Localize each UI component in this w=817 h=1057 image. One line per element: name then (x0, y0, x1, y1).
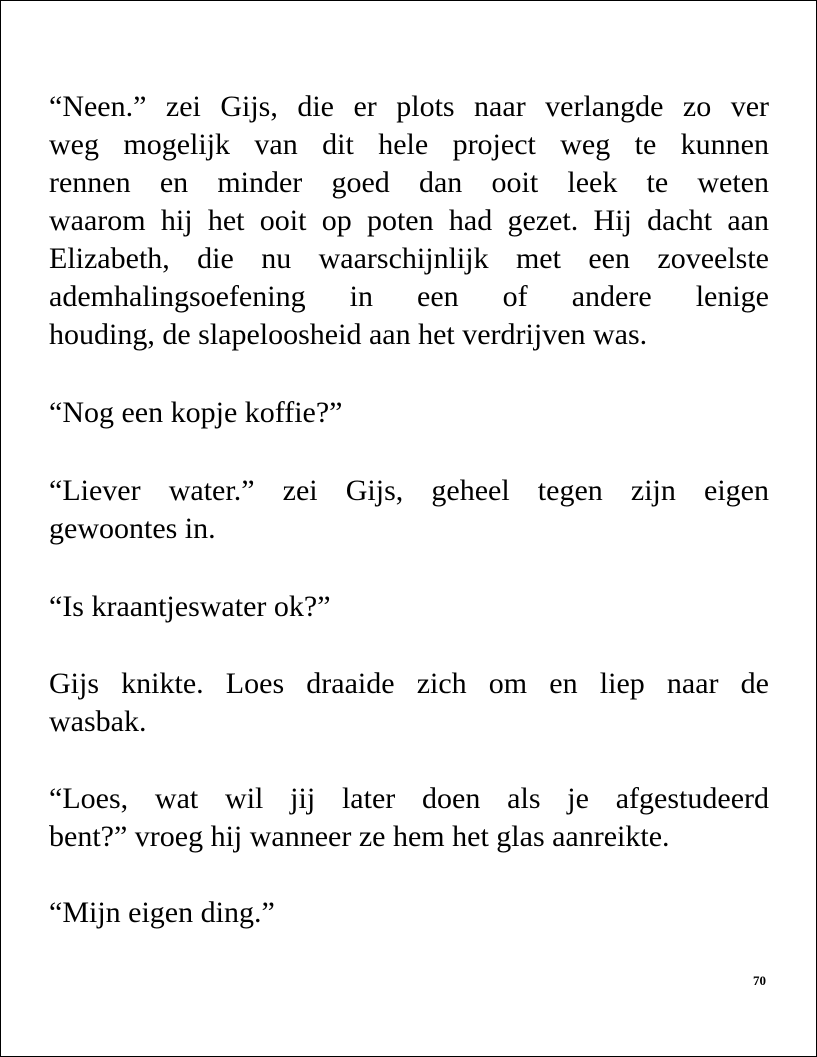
text-line: “Mijn eigen ding.” (49, 896, 275, 929)
text-line: “Loes, wat wil jij later doen als je afgestudeerd (49, 782, 769, 815)
text-line: “Nog een kopje koffie?” (49, 396, 343, 429)
text-line: houding, de slapeloosheid aan het verdrijven was. (49, 318, 648, 351)
text-line: wasbak. (49, 705, 147, 738)
text-line: “Is kraantjeswater ok?” (49, 590, 331, 623)
text-line: “Liever water.” zei Gijs, geheel tegen zijn eigen (49, 474, 769, 507)
paragraph-6 (49, 780, 769, 856)
paragraph-7 (49, 894, 769, 932)
text-line: waarom hij het ooit op poten had gezet. Hij dacht aan (49, 204, 769, 237)
paragraph-2 (49, 394, 769, 432)
paragraph-5 (49, 665, 769, 741)
text-line: ademhalingsoefening in een of andere lenige (49, 280, 769, 313)
text-line: Elizabeth, die nu waarschijnlijk met een zoveelste (49, 242, 769, 275)
text-line: weg mogelijk van dit hele project weg te kunnen (49, 128, 769, 161)
paragraph-1 (49, 88, 769, 354)
text-line: Gijs knikte. Loes draaide zich om en liep naar de (49, 667, 769, 700)
text-line: rennen en minder goed dan ooit leek te weten (49, 166, 769, 199)
page-number: 70 (753, 973, 766, 988)
text-line: “Neen.” zei Gijs, die er plots naar verlangde zo ver (49, 90, 769, 123)
text-line: bent?” vroeg hij wanneer ze hem het glas aanreikte. (49, 820, 670, 853)
text-line: gewoontes in. (49, 512, 216, 545)
paragraph-4 (49, 588, 769, 626)
paragraph-3 (49, 472, 769, 548)
